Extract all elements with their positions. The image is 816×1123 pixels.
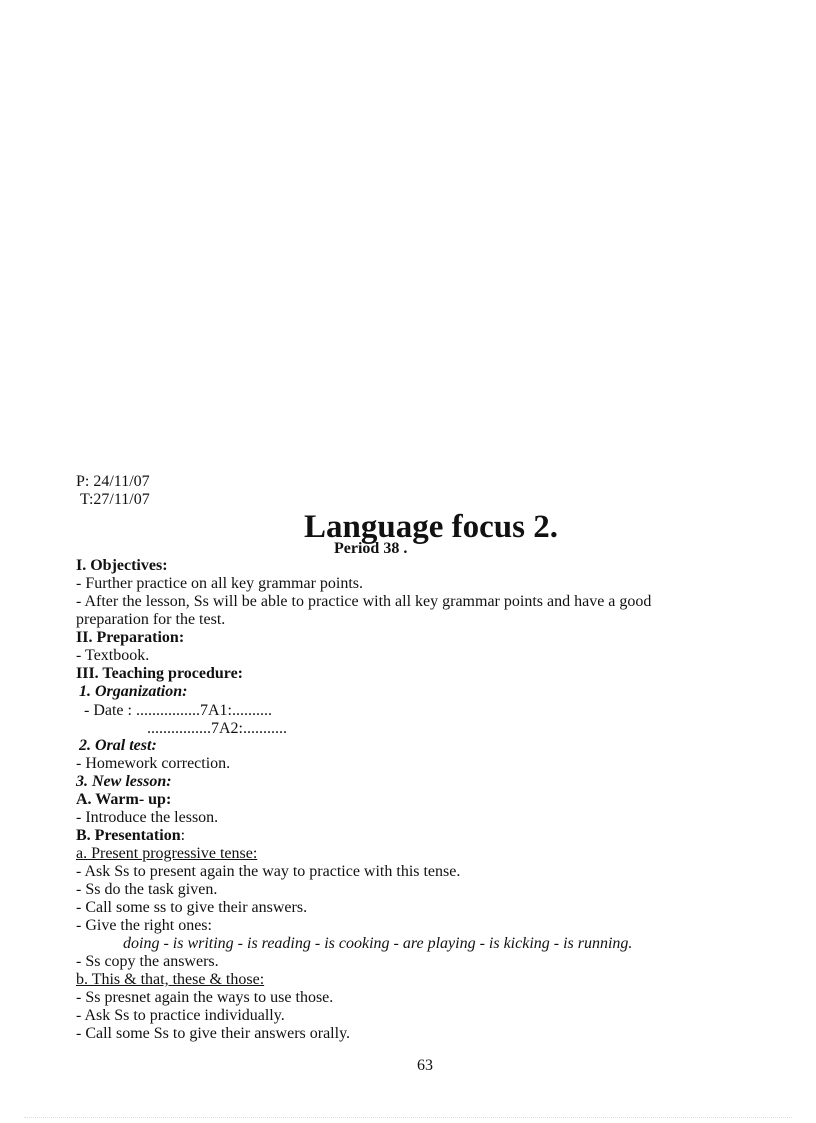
organization-date-7a2: ................7A2:........... <box>147 720 287 737</box>
present-progressive-item: - Ask Ss to present again the way to practice with this tense. <box>76 863 461 880</box>
presentation-heading: B. Presentation <box>76 827 181 844</box>
presentation-colon: : <box>180 827 186 844</box>
procedure-heading: III. Teaching procedure: <box>76 665 243 682</box>
warm-up-item: - Introduce the lesson. <box>76 809 219 826</box>
presentation-heading-line <box>76 827 185 845</box>
demonstratives-item: - Ask Ss to practice individually. <box>76 1007 285 1024</box>
objectives-heading: I. Objectives: <box>76 557 168 574</box>
new-lesson-heading: 3. New lesson: <box>76 773 172 790</box>
present-progressive-heading: a. Present progressive tense: <box>76 845 258 862</box>
present-progressive-item: - Call some ss to give their answers. <box>76 899 308 916</box>
warm-up-heading: A. Warm- up: <box>76 791 172 808</box>
p-date: P: 24/11/07 <box>76 473 150 490</box>
demonstratives-item: - Call some Ss to give their answers orally. <box>76 1025 351 1042</box>
right-answers: doing - is writing - is reading - is cooking - are playing - is kicking - is running. <box>123 935 633 952</box>
period-label: Period 38 . <box>334 540 408 557</box>
objectives-item: - Further practice on all key grammar points. <box>76 575 364 592</box>
demonstratives-item: - Ss presnet again the ways to use those. <box>76 989 334 1006</box>
oral-test-heading: 2. Oral test: <box>79 737 157 754</box>
demonstratives-heading: b. This & that, these & those: <box>76 971 265 988</box>
organization-heading: 1. Organization: <box>79 683 188 700</box>
footer-dotted-line <box>24 1117 792 1118</box>
objectives-item: - After the lesson, Ss will be able to practice with all key grammar points and have a good <box>76 593 652 610</box>
objectives-item: preparation for the test. <box>76 611 226 628</box>
preparation-heading: II. Preparation: <box>76 629 185 646</box>
oral-test-item: - Homework correction. <box>76 755 231 772</box>
preparation-item: - Textbook. <box>76 647 150 664</box>
page-number: 63 <box>417 1057 433 1074</box>
organization-date-7a1: - Date : ................7A1:.......... <box>84 702 272 719</box>
present-progressive-item: - Ss do the task given. <box>76 881 218 898</box>
present-progressive-item: - Ss copy the answers. <box>76 953 219 970</box>
present-progressive-item: - Give the right ones: <box>76 917 212 934</box>
page-title: Language focus 2. <box>304 509 558 545</box>
t-date: T:27/11/07 <box>80 491 150 508</box>
